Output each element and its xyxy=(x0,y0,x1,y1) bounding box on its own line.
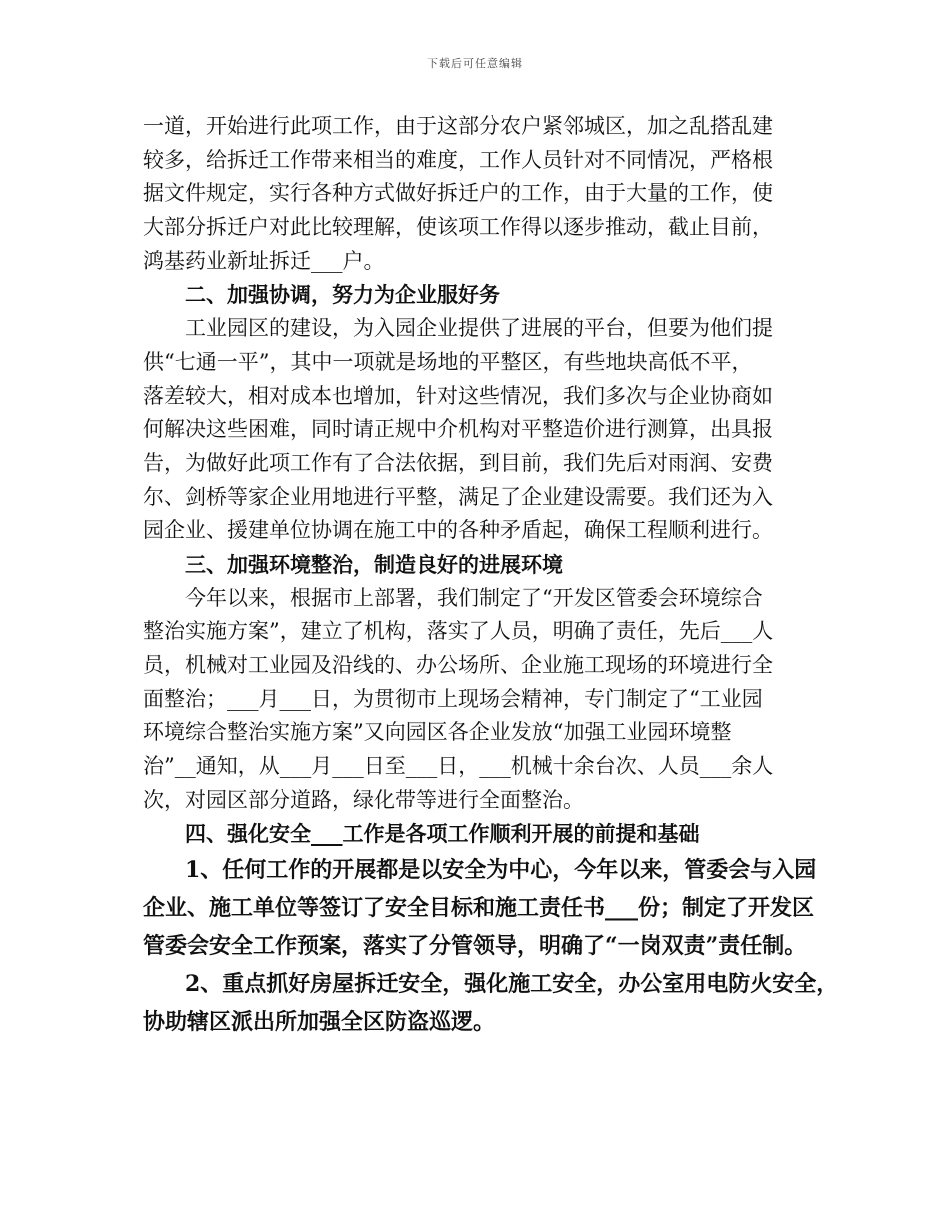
paragraph-line: 据文件规定，实行各种方式做好拆迁户的工作，由于大量的工作，使 xyxy=(143,181,773,206)
page-header: 下载后可任意编辑 xyxy=(427,57,523,70)
paragraph-line: 供“七通一平”，其中一项就是场地的平整区，有些地块高低不平， xyxy=(143,349,753,374)
paragraph-line: 2、重点抓好房屋拆迁安全，强化施工安全，办公室用电防火安全， xyxy=(185,971,839,998)
paragraph-line: 今年以来，根据市上部署，我们制定了“开发区管委会环境综合 xyxy=(185,585,763,610)
paragraph-line: 告，为做好此项工作有了合法依据，到目前，我们先后对雨润、安费 xyxy=(143,450,773,475)
paragraph-line: 整治实施方案”，建立了机构，落实了人员，明确了责任，先后___人 xyxy=(143,619,774,644)
paragraph-line: 面整治；___月___日，为贯彻市上现场会精神，专门制定了“工业园 xyxy=(143,686,763,711)
paragraph-line: 企业、施工单位等签订了安全目标和施工责任书___份；制定了开发区 xyxy=(143,895,815,922)
paragraph-line: 1、任何工作的开展都是以安全为中心，今年以来，管委会与入园 xyxy=(185,857,817,884)
paragraph-line: 尔、剑桥等家企业用地进行平整，满足了企业建设需要。我们还为入 xyxy=(143,484,773,509)
paragraph-line: 员，机械对工业园及沿线的、办公场所、企业施工现场的环境进行全 xyxy=(143,653,773,677)
section-heading: 二、加强协调，努力为企业服好务 xyxy=(185,282,500,308)
document-body xyxy=(143,110,839,1041)
paragraph-line: 工业园区的建设，为入园企业提供了进展的平台，但要为他们提 xyxy=(185,316,773,341)
paragraph-line: 管委会安全工作预案，落实了分管领导，明确了“一岗双责”责任制。 xyxy=(143,933,807,960)
paragraph-line: 治”__通知，从___月___日至___日，___机械十余台次、人员___余人 xyxy=(143,754,774,779)
paragraph-line: 大部分拆迁户对此比较理解，使该项工作得以逐步推动，截止目前， xyxy=(143,215,773,240)
paragraph-line: 次，对园区部分道路，绿化带等进行全面整治。 xyxy=(143,787,584,812)
paragraph-line: 一道，开始进行此项工作，由于这部分农户紧邻城区，加之乱搭乱建 xyxy=(143,114,773,138)
paragraph-line: 何解决这些困难，同时请正规中介机构对平整造价进行测算，出具报 xyxy=(143,417,773,442)
paragraph-line: 园企业、援建单位协调在施工中的各种矛盾起，确保工程顺利进行。 xyxy=(143,518,773,543)
paragraph-line: 落差较大，相对成本也增加，针对这些情况，我们多次与企业协商如 xyxy=(143,383,773,408)
paragraph-line: 协助辖区派出所加强全区防盗巡逻。 xyxy=(143,1009,496,1036)
paragraph-line: 环境综合整治实施方案”又向园区各企业发放“加强工业园环境整 xyxy=(143,720,732,745)
section-heading: 三、加强环境整治，制造良好的进展环境 xyxy=(185,551,563,577)
section-heading: 四、强化安全___工作是各项工作顺利开展的前提和基础 xyxy=(185,821,700,847)
paragraph-line: 鸿基药业新址拆迁___户。 xyxy=(143,248,385,273)
paragraph-line: 较多，给拆迁工作带来相当的难度，工作人员针对不同情况，严格根 xyxy=(143,147,773,172)
